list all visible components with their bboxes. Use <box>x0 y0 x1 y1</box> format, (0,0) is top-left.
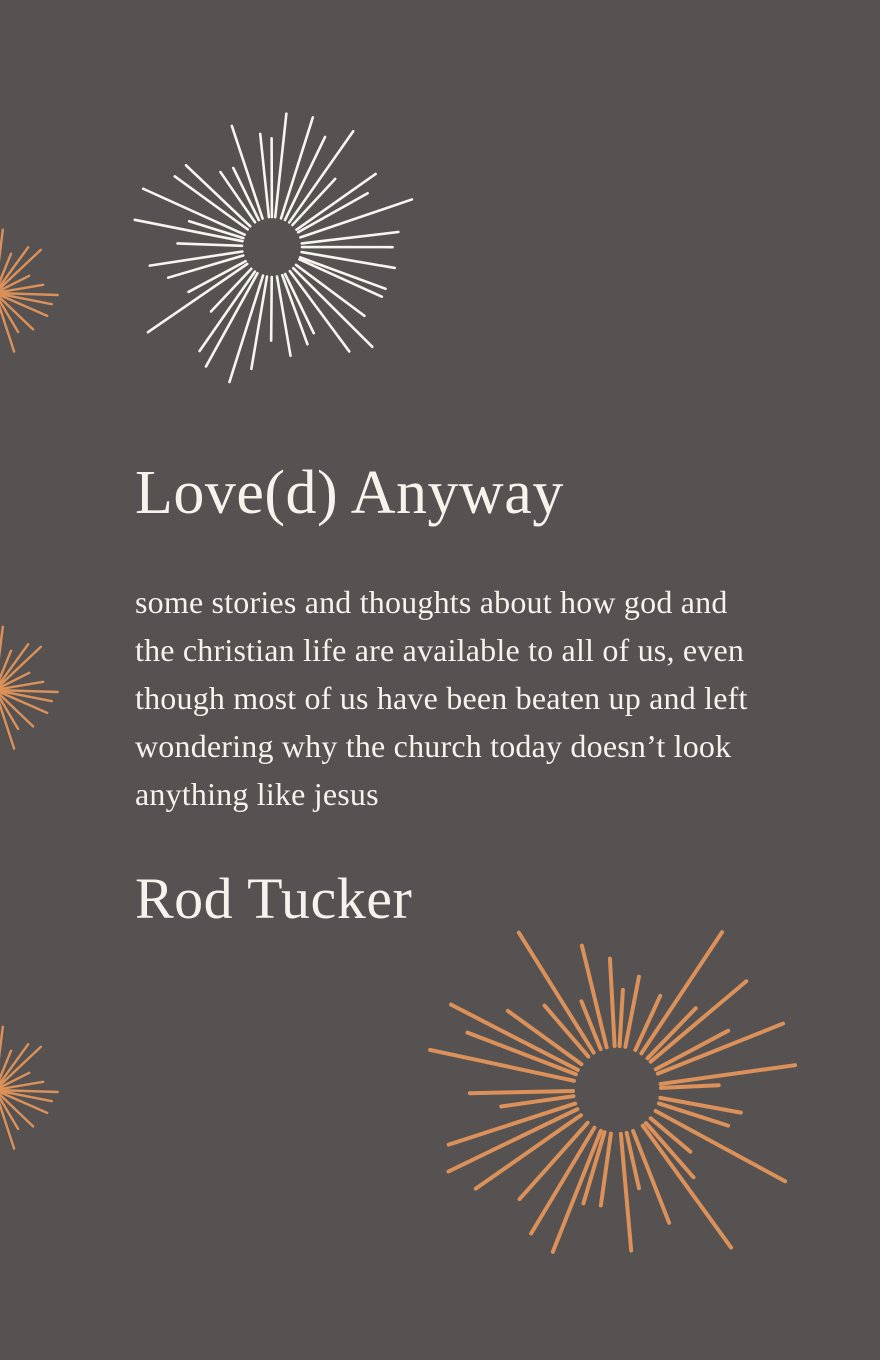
book-subtitle <box>135 578 748 818</box>
sunburst-orange-left-top-icon <box>0 218 70 368</box>
subtitle-line: wondering why the church today doesn’t look <box>135 728 732 764</box>
sunburst-orange-left-bottom-icon <box>0 1015 70 1165</box>
sunburst-white-icon <box>117 92 427 402</box>
sunburst-orange-large-icon <box>417 890 817 1290</box>
subtitle-line: though most of us have been beaten up and left <box>135 680 748 716</box>
subtitle-line: the christian life are available to all of us, even <box>135 632 745 668</box>
subtitle-line: anything like jesus <box>135 776 379 812</box>
author-name: Rod Tucker <box>135 866 413 931</box>
subtitle-line: some stories and thoughts about how god and <box>135 584 728 620</box>
sunburst-orange-left-middle-icon <box>0 615 70 765</box>
book-title: Love(d) Anyway <box>135 459 564 527</box>
